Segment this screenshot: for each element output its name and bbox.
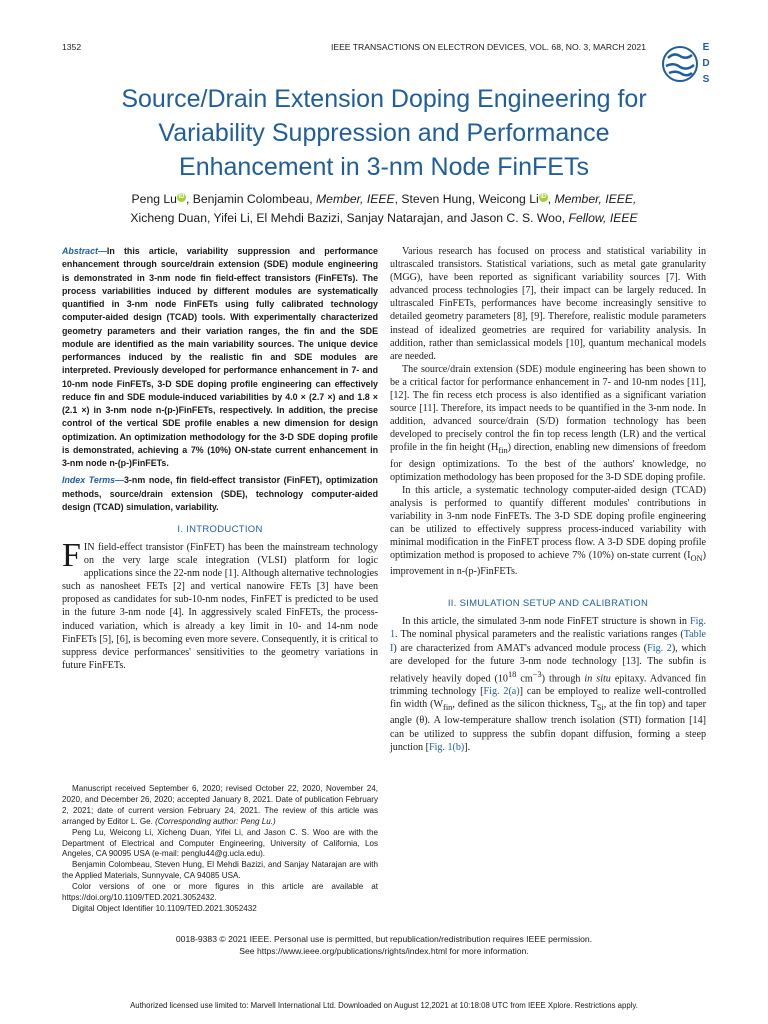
right-column bbox=[390, 245, 706, 754]
copyright-line: 0018-9383 © 2021 IEEE. Personal use is permitted, but republication/redistribution requires IEEE permission. bbox=[175, 934, 593, 944]
license-notice: Authorized licensed use limited to: Marvell International Ltd. Downloaded on August 12,2021 at 10:18:08 UTC from IEEE Xplore. Restrictions apply. bbox=[130, 1001, 638, 1010]
body-text: . The nominal physical parameters and the realistic variations ranges ( bbox=[395, 629, 684, 641]
author-line-1 bbox=[40, 190, 728, 209]
footnote-affiliation-ucla: Peng Lu, Weicong Li, Xicheng Duan, Yifei Li, and Jason C. S. Woo are with the Department of Electrical and Computer Engineering, University of California, Los Angeles, CA 90095 USA (e-mail: penglu44@g.ucla.edu). bbox=[62, 827, 378, 859]
author-name: Xicheng Duan, Yifei Li, El Mehdi Bazizi, Sanjay Natarajan, and Jason C. S. Woo, bbox=[130, 211, 569, 225]
index-terms bbox=[62, 474, 378, 514]
body-paragraph bbox=[390, 615, 706, 753]
section-heading-introduction: I. INTRODUCTION bbox=[177, 524, 263, 535]
journal-name: IEEE TRANSACTIONS ON ELECTRON DEVICES, VOL. 68, NO. 3, MARCH 2021 bbox=[330, 42, 646, 52]
figure-link[interactable]: Fig. 1(b) bbox=[428, 741, 465, 753]
body-text: ) direction, enabling new dimensions of freedom for design optimizations. To the best of the authors' knowledge, no optimization methodology has been proposed for the 3-D SDE doping profile. bbox=[390, 442, 706, 483]
logo-letter-d: D bbox=[702, 58, 710, 69]
index-terms-label: Index Terms— bbox=[62, 475, 124, 486]
footnote-doi: Digital Object Identifier 10.1109/TED.2021.3052432 bbox=[72, 903, 257, 913]
body-text: , at the fin top) and taper angle (θ). A low-temperature shallow trench isolation (STI) formation [14] can be utilized to suppress the subfin dopant diffusion, forming a steep junction [ bbox=[390, 699, 706, 753]
drop-cap: F bbox=[62, 537, 81, 574]
index-terms-text: 3-nm node, fin field-effect transistor (FinFET), optimization methods, source/drain extension (SDE), technology computer-aided design (TCAD) simulation, variability. bbox=[62, 475, 378, 512]
subscript: Si bbox=[596, 703, 604, 713]
left-column bbox=[62, 245, 378, 672]
running-header bbox=[62, 42, 646, 52]
superscript: −3 bbox=[532, 669, 542, 679]
body-text: ) are characterized from AMAT's advanced module process ( bbox=[393, 642, 648, 654]
body-text: ]. bbox=[464, 741, 471, 753]
body-text: ), which are developed for the future 3-nm node technology [13]. The subfin is relatively heavily doped (10 bbox=[390, 642, 706, 685]
intro-text: IN field-effect transistor (FinFET) has been the mainstream technology on the very large scale integration (VLSI) platform for logic applications since the 22-nm node [1]. Although alternative technologies such as nanosheet FETs [2] and vertical nanowire FETs [3] have been proposed as candidates for sub-10-nm nodes, FinFET is predicted to be used in the future 3-nm node [4]. In aggressively scaled FinFETs, the process-induced variation, which is already a key limit in 10- and 14-nm node FinFETs [5], [6], is becoming even more severe. Consequently, it is critical to suppress device performances' sensitivities to the geometry variations in future FinFETs. bbox=[62, 542, 378, 671]
body-text: ] can be employed to realize well-controlled fin width (W bbox=[390, 686, 706, 711]
copyright-notice bbox=[40, 934, 728, 957]
body-text: ) improvement in n-(p-)FinFETs. bbox=[390, 550, 706, 578]
orcid-icon[interactable]: iD bbox=[540, 193, 547, 200]
title-line: Enhancement in 3-nm Node FinFETs bbox=[179, 153, 589, 181]
figure-link[interactable]: Fig. 2(a) bbox=[483, 686, 520, 698]
member-affiliation: Member, IEEE, bbox=[554, 192, 637, 206]
table-link[interactable]: Table I bbox=[390, 629, 706, 654]
body-text: cm bbox=[516, 673, 533, 685]
author-list bbox=[40, 190, 728, 228]
corresponding-author: (Corresponding author: Peng Lu.) bbox=[155, 816, 276, 826]
author-name: Peng Lu bbox=[131, 192, 177, 206]
figure-link[interactable]: Fig. 2 bbox=[647, 642, 672, 654]
footnote-color-versions: Color versions of one or more figures in this article are available at https://doi.org/10.1109/TED.2021.3052432. bbox=[62, 882, 378, 903]
fellow-affiliation: Fellow, IEEE bbox=[568, 211, 638, 225]
body-paragraph bbox=[390, 363, 706, 484]
body-paragraph bbox=[390, 484, 706, 579]
member-affiliation: Member, IEEE bbox=[316, 192, 395, 206]
title-line: Variability Suppression and Performance bbox=[158, 119, 610, 147]
footnote-manuscript bbox=[62, 784, 378, 828]
logo-letter-s: S bbox=[702, 74, 710, 85]
author-name: , Steven Hung, Weicong Li bbox=[394, 192, 539, 206]
subscript: fin bbox=[498, 446, 508, 456]
superscript: 18 bbox=[507, 669, 517, 679]
author-name: , Benjamin Colombeau, bbox=[185, 192, 317, 206]
abstract-label: Abstract— bbox=[62, 246, 107, 256]
author-line-2 bbox=[40, 209, 728, 228]
body-text: In this article, the simulated 3-nm node FinFET structure is shown in bbox=[402, 616, 690, 628]
figure-link[interactable]: Fig. 1 bbox=[390, 616, 706, 641]
body-text: In this article, a systematic technology computer-aided design (TCAD) analysis is performed to quantify different modules' contributions in variability in 3-nm node FinFETs. The 3-D SDE doping profile engineering can be utilized to effectively suppress process-induced variability with minimal modification in the FinFET process flow. A 3-D SDE doping profile optimization method is proposed to achieve 7% (10%) on-state current (I bbox=[390, 484, 706, 562]
subscript: fin bbox=[443, 703, 453, 713]
section-heading-simulation: II. SIMULATION SETUP AND CALIBRATION bbox=[447, 598, 649, 610]
subscript: ON bbox=[690, 554, 703, 564]
abstract bbox=[62, 245, 378, 470]
footnote-affiliation-amat: Benjamin Colombeau, Steven Hung, El Mehdi Bazizi, and Sanjay Natarajan are with the Applied Materials, Sunnyvale, CA 94085 USA. bbox=[62, 860, 378, 881]
italic-term: in situ bbox=[584, 673, 611, 685]
body-paragraph: Various research has focused on process and statistical variability in ultrascaled transistors. Statistical variations, such as metal gate granularity (MGG), have been reported as significant variability sources [7]. With advanced process technologies [7], their impact can be largely reduced. In ultrascaled FinFETs, performances have become increasingly sensitive to detailed geometry parameters [8], [9]. Therefore, realistic module parameters instead of idealized geometries are required for variability analysis. In addition, rather than semiclassical models [10], quantum mechanical models are needed. bbox=[390, 246, 706, 362]
separator: , bbox=[547, 192, 555, 206]
body-text: The source/drain extension (SDE) module engineering has been shown to be a critical factor for performance enhancement in 7- and 10-nm nodes [11], [12]. The fin recess etch process is also identified as a significant variation source [11]. Therefore, its impact needs to be quantified in the 3-nm node. In addition, advanced source/drain (S/D) formation technology has been developed to precisely control the fin top recess length (LR) and the vertical profile in the fin height (H bbox=[390, 363, 706, 454]
body-text: ) through bbox=[541, 673, 585, 685]
paper-title bbox=[40, 82, 728, 184]
intro-paragraph bbox=[62, 537, 378, 672]
logo-letter-e: E bbox=[702, 42, 710, 53]
title-line: Source/Drain Extension Doping Engineering for bbox=[121, 85, 647, 113]
body-text: epitaxy. Advanced fin trimming technology [ bbox=[390, 673, 707, 698]
footnotes bbox=[62, 784, 378, 915]
orcid-icon[interactable]: iD bbox=[178, 193, 185, 200]
footnote-text: Manuscript received September 6, 2020; revised October 22, 2020, November 24, 2020, and December 26, 2020; accepted January 8, 2021. Date of publication February 2, 2021; date of current version February 24, 2021. The review of this article was arranged by Editor L. Ge. bbox=[62, 784, 378, 826]
page-number: 1352 bbox=[62, 42, 82, 52]
body-text: , defined as the silicon thickness, T bbox=[452, 699, 597, 711]
abstract-text: In this article, variability suppression and performance enhancement through source/drain extension (SDE) module engineering is demonstrated in 3-nm node fin field-effect transistors (FinFETs). The process variabilities induced by different modules are systematically quantified in 3-nm node FinFETs using fully calibrated technology computer-aided design (TCAD) tools. With experimentally characterized geometry parameters and their variation ranges, the fin and the SDE module are identified as the main variability sources. The unique device performances induced by the realistic fin and SDE modules are interpreted. Previously developed for performance enhancement in 7- and 10-nm node FinFETs, 3-D SDE doping profile engineering can effectively reduce fin and SDE module-induced variabilities by 4.0 × (2.7 ×) and 1.8 × (2.1 ×) in 3-nm node n-(p-)FinFETs, respectively. In addition, the precise control of the vertical SDE profile enables a new dimension for design optimization. An optimization methodology for the 3-D SDE doping profile is demonstrated, achieving a 7% (10%) ON-state current enhancement in 3-nm node n-(p-)FinFETs. bbox=[62, 246, 378, 468]
rights-link-line: See https://www.ieee.org/publications/rights/index.html for more information. bbox=[239, 945, 529, 956]
